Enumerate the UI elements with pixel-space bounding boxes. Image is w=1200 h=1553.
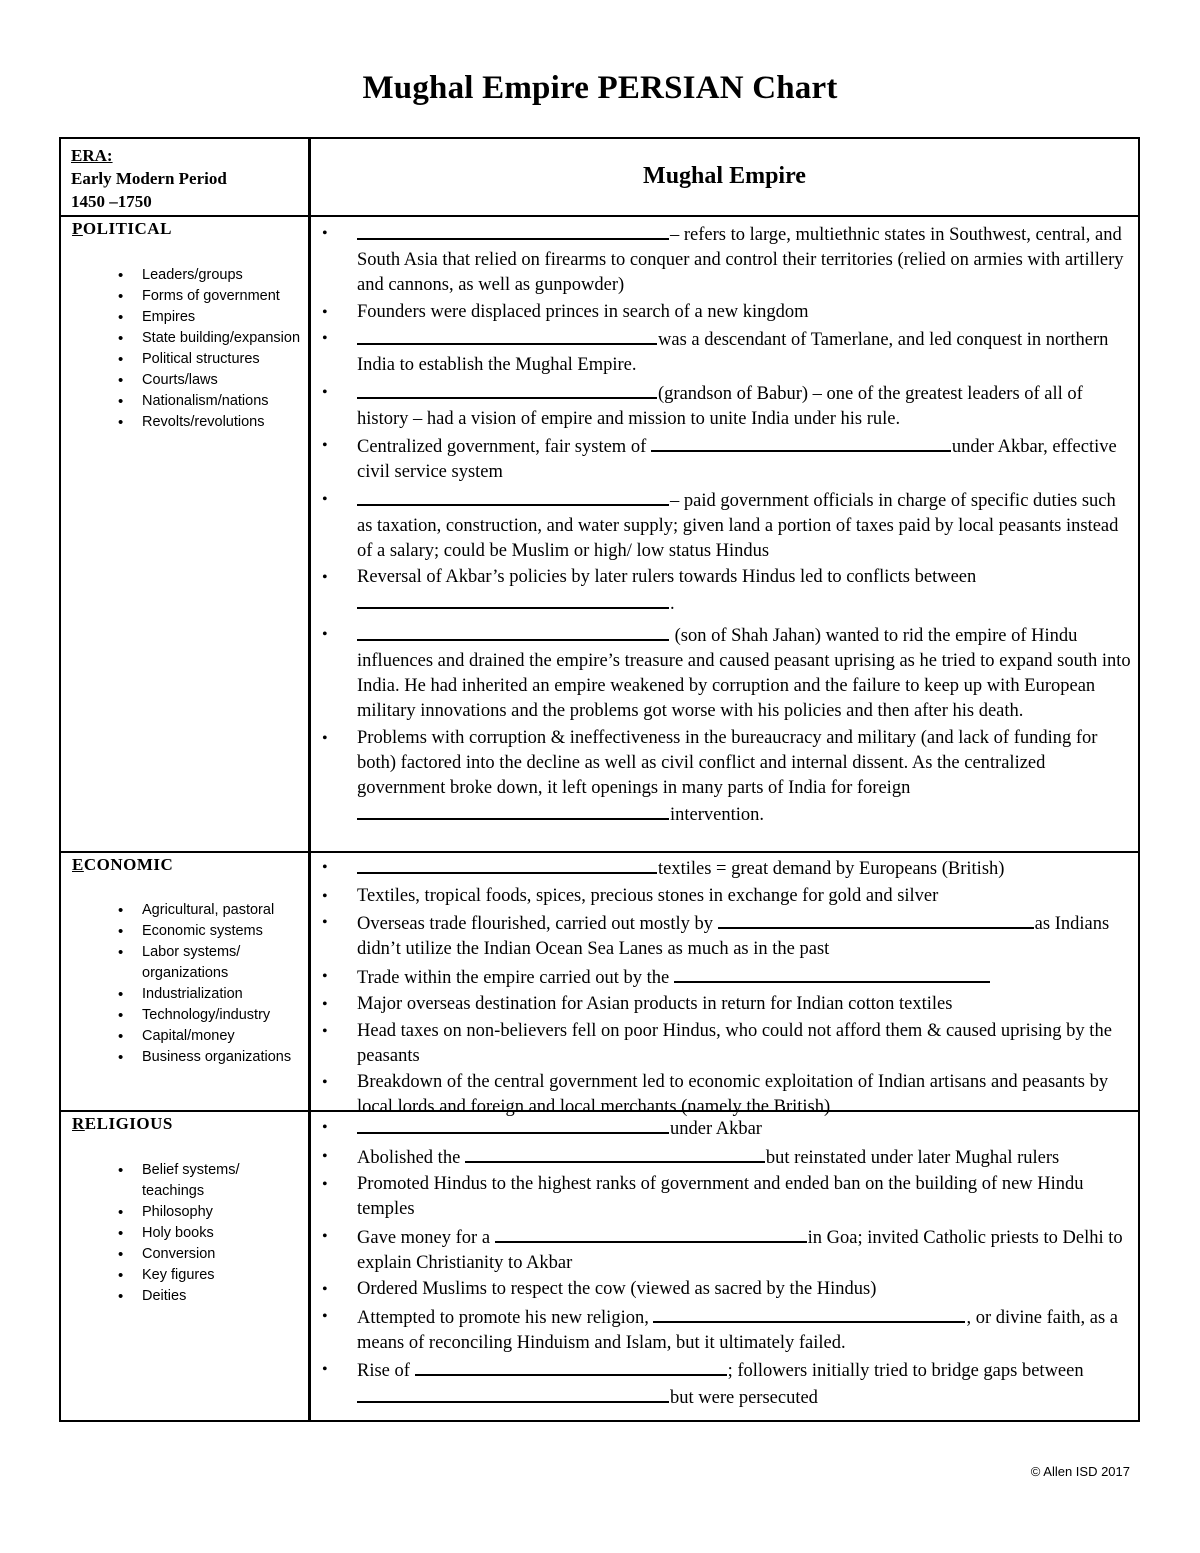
list-item: • – paid government officials in charge of specific duties such as taxation, construction, and water supply; given land a portion of taxes paid by local peasants instead of a salary; could be Muslim or high/ low status Hindus xyxy=(319,487,1134,564)
fill-in-blank[interactable] xyxy=(357,801,669,820)
topic-item: • Forms of government xyxy=(72,286,302,307)
row-divider xyxy=(61,215,1138,217)
economic-topics xyxy=(72,900,302,1068)
era-dates: 1450 –1750 xyxy=(71,192,152,211)
topic-item: • Holy books xyxy=(72,1223,302,1244)
list-item: • Overseas trade flourished, carried out mostly by as Indians didn’t utilize the Indian Ocean Sea Lanes as much as in the past xyxy=(319,910,1134,962)
list-item: • Attempted to promote his new religion, , or divine faith, as a means of reconciling Hinduism and Islam, but it ultimately failed. xyxy=(319,1304,1134,1356)
topic-item: • Deities xyxy=(72,1286,302,1307)
list-item: • Rise of ; followers initially tried to bridge gaps between but were persecuted xyxy=(319,1357,1134,1411)
list-item: • under Akbar xyxy=(319,1115,1134,1142)
fill-in-blank[interactable] xyxy=(357,380,657,399)
era-name: Early Modern Period xyxy=(71,169,227,188)
religious-topics xyxy=(72,1160,302,1307)
list-item: • textiles = great demand by Europeans (British) xyxy=(319,855,1134,882)
list-item: • Textiles, tropical foods, spices, precious stones in exchange for gold and silver xyxy=(319,884,1134,909)
category-religious: RELIGIOUS xyxy=(72,1114,173,1133)
list-item: • Head taxes on non-believers fell on poor Hindus, who could not afford them & caused uprising by the peasants xyxy=(319,1019,1134,1069)
list-item: • (grandson of Babur) – one of the greatest leaders of all of history – had a vision of empire and mission to unite India under his rule. xyxy=(319,380,1134,432)
topic-item: • Leaders/groups xyxy=(72,265,302,286)
copyright-notice: © Allen ISD 2017 xyxy=(1030,1464,1130,1479)
list-item: • Major overseas destination for Asian products in return for Indian cotton textiles xyxy=(319,992,1134,1017)
fill-in-blank[interactable] xyxy=(465,1144,765,1163)
economic-notes xyxy=(319,855,1134,1122)
fill-in-blank[interactable] xyxy=(674,964,990,983)
topic-item: • Philosophy xyxy=(72,1202,302,1223)
topic-item: • Political structures xyxy=(72,349,302,370)
fill-in-blank[interactable] xyxy=(651,433,951,452)
list-item: • Centralized government, fair system of under Akbar, effective civil service system xyxy=(319,433,1134,485)
fill-in-blank[interactable] xyxy=(357,1115,669,1134)
religious-notes xyxy=(319,1115,1134,1413)
topic-item: • Empires xyxy=(72,307,302,328)
topic-item: • Belief systems/ teachings xyxy=(72,1160,302,1202)
list-item: • – refers to large, multiethnic states in Southwest, central, and South Asia that relied on firearms to conquer and control their territories (relied on armies with artillery and cannons, as well as gunpowder) xyxy=(319,221,1134,298)
empire-heading: Mughal Empire xyxy=(643,163,806,189)
political-topics xyxy=(72,265,302,433)
fill-in-blank[interactable] xyxy=(357,855,657,874)
list-item: • Breakdown of the central government led to economic exploitation of Indian artisans and peasants by local lords and foreign and local merchants (namely the British) xyxy=(319,1070,1134,1120)
topic-item: • Key figures xyxy=(72,1265,302,1286)
topic-item: • Technology/industry xyxy=(72,1005,302,1026)
topic-item: • State building/expansion xyxy=(72,328,302,349)
fill-in-blank[interactable] xyxy=(357,1384,669,1403)
list-item: • Problems with corruption & ineffectiveness in the bureaucracy and military (and lack of funding for both) factored into the decline as well as civil conflict and internal dissent. As the centralized government broke down, it left openings in many parts of India for foreign intervention. xyxy=(319,726,1134,828)
list-item: • Abolished the but reinstated under later Mughal rulers xyxy=(319,1144,1134,1171)
category-economic: ECONOMIC xyxy=(72,855,174,874)
page-title: Mughal Empire PERSIAN Chart xyxy=(362,70,838,106)
fill-in-blank[interactable] xyxy=(357,487,669,506)
category-political: POLITICAL xyxy=(72,219,172,238)
political-notes xyxy=(319,221,1134,829)
list-item: • Gave money for a in Goa; invited Catholic priests to Delhi to explain Christianity to Akbar xyxy=(319,1224,1134,1276)
fill-in-blank[interactable] xyxy=(357,326,657,345)
topic-item: • Economic systems xyxy=(72,921,302,942)
fill-in-blank[interactable] xyxy=(357,622,669,641)
list-item: • (son of Shah Jahan) wanted to rid the empire of Hindu influences and drained the empire’s treasure and caused peasant uprising as he tried to expand south into India. He had inherited an empire weakened by corruption and the failure to keep up with European military innovations and the problems got worse with his policies and then after his death. xyxy=(319,622,1134,724)
row-divider xyxy=(61,851,1138,853)
topic-item: • Revolts/revolutions xyxy=(72,412,302,433)
list-item: • Ordered Muslims to respect the cow (viewed as sacred by the Hindus) xyxy=(319,1277,1134,1302)
fill-in-blank[interactable] xyxy=(357,221,669,240)
fill-in-blank[interactable] xyxy=(718,910,1034,929)
list-item: • Founders were displaced princes in search of a new kingdom xyxy=(319,300,1134,325)
list-item: • Trade within the empire carried out by the xyxy=(319,964,1134,991)
fill-in-blank[interactable] xyxy=(357,590,669,609)
topic-item: • Capital/money xyxy=(72,1026,302,1047)
topic-item: • Nationalism/nations xyxy=(72,391,302,412)
persian-chart-table xyxy=(59,137,1140,1422)
fill-in-blank[interactable] xyxy=(415,1357,727,1376)
topic-item: • Labor systems/ organizations xyxy=(72,942,302,984)
era-cell xyxy=(71,144,227,213)
topic-item: • Agricultural, pastoral xyxy=(72,900,302,921)
list-item: • Reversal of Akbar’s policies by later rulers towards Hindus led to conflicts between . xyxy=(319,565,1134,617)
column-divider xyxy=(308,139,311,1420)
fill-in-blank[interactable] xyxy=(653,1304,965,1323)
topic-item: • Business organizations xyxy=(72,1047,302,1068)
fill-in-blank[interactable] xyxy=(495,1224,807,1243)
era-label: ERA: xyxy=(71,146,113,165)
list-item: • Promoted Hindus to the highest ranks of government and ended ban on the building of new Hindu temples xyxy=(319,1172,1134,1222)
topic-item: • Courts/laws xyxy=(72,370,302,391)
list-item: • was a descendant of Tamerlane, and led conquest in northern India to establish the Mughal Empire. xyxy=(319,326,1134,378)
topic-item: • Conversion xyxy=(72,1244,302,1265)
topic-item: • Industrialization xyxy=(72,984,302,1005)
